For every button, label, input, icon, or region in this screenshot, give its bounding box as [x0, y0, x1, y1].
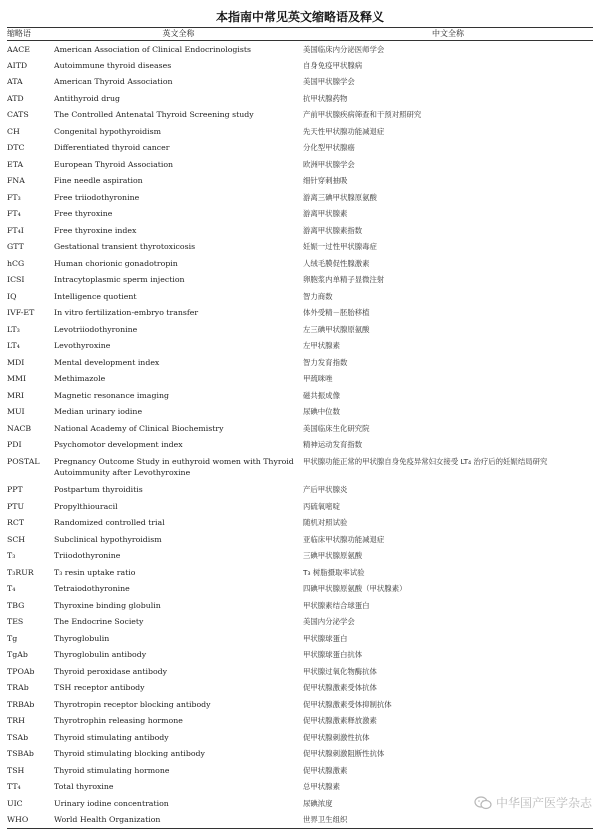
- english-cell: National Academy of Clinical Biochemistry: [54, 423, 224, 433]
- chinese-cell: 分化型甲状腺癌: [303, 143, 355, 153]
- chinese-cell: 甲状腺球蛋白抗体: [303, 650, 363, 660]
- table-row: [7, 548, 593, 565]
- watermark-text: 中华国产医学杂志: [495, 796, 592, 810]
- chinese-cell: 精神运动发育指数: [303, 440, 363, 450]
- abbr-cell: GTT: [7, 242, 24, 252]
- abbr-cell: FT₃: [7, 192, 21, 202]
- chinese-cell: 欧洲甲状腺学会: [303, 159, 355, 169]
- table-row: [7, 41, 593, 58]
- abbr-cell: CATS: [7, 110, 29, 120]
- abbr-cell: PDI: [7, 440, 22, 450]
- table-row: [7, 696, 593, 713]
- abbr-cell: MUI: [7, 407, 25, 417]
- table-row: [7, 564, 593, 581]
- abbr-cell: AACE: [7, 44, 30, 54]
- chinese-cell: 左三碘甲状腺原氨酸: [303, 324, 370, 334]
- table-row: [7, 614, 593, 631]
- english-cell: Triiodothyronine: [54, 551, 121, 561]
- table-row: [7, 630, 593, 647]
- english-cell: T₃ resin uptake ratio: [54, 567, 136, 577]
- table-row: [7, 680, 593, 697]
- chinese-cell: 随机对照试验: [303, 518, 348, 528]
- chinese-cell: 磁共振成像: [303, 390, 340, 400]
- english-cell: Propylthiouracil: [54, 501, 118, 511]
- table-row: [7, 420, 593, 437]
- table-row: [7, 272, 593, 289]
- english-cell: Free thyroxine index: [54, 225, 137, 235]
- english-cell: Thyroid stimulating hormone: [54, 765, 170, 775]
- english-cell: Intracytoplasmic sperm injection: [54, 275, 185, 285]
- english-cell: Mental development index: [54, 357, 160, 367]
- abbr-cell: ATA: [7, 77, 23, 87]
- chinese-cell: 三碘甲状腺原氨酸: [303, 551, 363, 561]
- english-cell: World Health Organization: [54, 812, 303, 829]
- table-row: [7, 404, 593, 421]
- abbr-cell: DTC: [7, 143, 25, 153]
- english-cell: Intelligence quotient: [54, 291, 137, 301]
- english-cell: Autoimmune thyroid diseases: [54, 60, 172, 70]
- table-row: [7, 255, 593, 272]
- english-cell: Psychomotor development index: [54, 440, 183, 450]
- table-row: [7, 57, 593, 74]
- chinese-cell: 促甲状腺刺激阻断性抗体: [303, 749, 385, 759]
- english-cell: In vitro fertilization-embryo transfer: [54, 308, 199, 318]
- table-row: [7, 156, 593, 173]
- abbr-cell: ETA: [7, 159, 24, 169]
- chinese-cell: 先天性甲状腺功能减退症: [303, 126, 385, 136]
- abbreviation-table: [7, 27, 593, 829]
- chinese-cell: 促甲状腺激素受体抗体: [303, 683, 377, 693]
- abbr-cell: UIC: [7, 798, 23, 808]
- abbr-cell: RCT: [7, 518, 25, 528]
- chinese-cell: 亚临床甲状腺功能减退症: [303, 534, 385, 544]
- chinese-cell: 智力商数: [303, 291, 333, 301]
- table-header-row: [7, 28, 593, 41]
- chinese-cell: 甲状腺素结合球蛋白: [303, 600, 370, 610]
- chinese-cell: T₃ 树脂摄取率试验: [303, 567, 365, 577]
- abbr-cell: TRH: [7, 716, 25, 726]
- english-cell: Thyroid peroxidase antibody: [54, 666, 168, 676]
- chinese-cell: 尿碘中位数: [303, 407, 340, 417]
- abbr-cell: hCG: [7, 258, 25, 268]
- english-cell: Free triiodothyronine: [54, 192, 140, 202]
- english-cell: Antithyroid drug: [54, 93, 120, 103]
- english-cell: American Thyroid Association: [54, 77, 173, 87]
- english-cell: Thyroglobulin: [54, 633, 110, 643]
- table-row: [7, 581, 593, 598]
- english-cell: Pregnancy Outcome Study in euthyroid women with Thyroid Autoimmunity after Levothyroxine: [54, 457, 294, 477]
- english-cell: Thyroglobulin antibody: [54, 650, 147, 660]
- table-row: [7, 107, 593, 124]
- abbr-cell: IQ: [7, 291, 17, 301]
- chinese-cell: 甲状腺功能正常的甲状腺自身免疫异常妇女接受 LT₄ 治疗后的妊娠结局研究: [303, 457, 548, 466]
- table-row: [7, 74, 593, 91]
- english-cell: Urinary iodine concentration: [54, 798, 169, 808]
- english-cell: The Endocrine Society: [54, 617, 144, 627]
- abbr-cell: FNA: [7, 176, 25, 186]
- chinese-cell: 左甲状腺素: [303, 341, 340, 351]
- english-cell: Free thyroxine: [54, 209, 113, 219]
- chinese-cell: 美国临床生化研究院: [303, 423, 370, 433]
- english-cell: American Association of Clinical Endocrinologists: [54, 44, 252, 54]
- abbr-cell: T₃RUR: [7, 567, 34, 577]
- abbr-cell: TRBAb: [7, 699, 35, 709]
- table-row: [7, 647, 593, 664]
- abbr-cell: WHO: [7, 812, 54, 829]
- english-cell: Methimazole: [54, 374, 106, 384]
- english-cell: Congenital hypothyroidism: [54, 126, 162, 136]
- abbr-cell: PPT: [7, 485, 23, 495]
- table-row: [7, 515, 593, 532]
- english-cell: Fine needle aspiration: [54, 176, 143, 186]
- abbr-cell: TgAb: [7, 650, 28, 660]
- table-row: [7, 288, 593, 305]
- chinese-cell: 妊娠一过性甲状腺毒症: [303, 242, 377, 252]
- table-row: [7, 498, 593, 515]
- chinese-cell: 细针穿刺抽吸: [303, 176, 348, 186]
- page-title: 本指南中常见英文缩略语及释义: [215, 10, 384, 24]
- table-row: [7, 222, 593, 239]
- chinese-cell: 游离三碘甲状腺原氨酸: [303, 192, 377, 202]
- chinese-cell: 美国临床内分泌医师学会: [303, 44, 385, 54]
- table-row: [7, 321, 593, 338]
- english-cell: Median urinary iodine: [54, 407, 143, 417]
- table-row: [7, 354, 593, 371]
- table-row: [7, 123, 593, 140]
- abbr-cell: FT₄I: [7, 225, 24, 235]
- table-row: [7, 597, 593, 614]
- table-row: [7, 189, 593, 206]
- chinese-cell: 世界卫生组织: [303, 812, 593, 829]
- chinese-cell: 四碘甲状腺原氨酸（甲状腺素）: [303, 584, 407, 594]
- chinese-cell: 促甲状腺激素受体抑制抗体: [303, 699, 392, 709]
- abbr-cell: IVF-ET: [7, 308, 35, 318]
- abbr-cell: ATD: [7, 93, 24, 103]
- english-cell: Thyrotropin receptor blocking antibody: [54, 699, 211, 709]
- english-cell: Differentiated thyroid cancer: [54, 143, 170, 153]
- chinese-cell: 总甲状腺素: [303, 782, 340, 792]
- abbr-cell: CH: [7, 126, 20, 136]
- abbr-cell: NACB: [7, 423, 32, 433]
- abbr-cell: T₃: [7, 551, 16, 561]
- english-cell: The Controlled Antenatal Thyroid Screening study: [54, 110, 254, 120]
- abbr-cell: FT₄: [7, 209, 21, 219]
- abbr-cell: PTU: [7, 501, 25, 511]
- english-cell: Magnetic resonance imaging: [54, 390, 169, 400]
- chinese-cell: 游离甲状腺素: [303, 209, 348, 219]
- english-cell: Postpartum thyroiditis: [54, 485, 143, 495]
- chinese-cell: 智力发育指数: [303, 357, 348, 367]
- chinese-cell: 促甲状腺激素: [303, 765, 348, 775]
- english-cell: TSH receptor antibody: [54, 683, 145, 693]
- table-row: [7, 371, 593, 388]
- chinese-cell: 产前甲状腺疾病筛查和干预对照研究: [303, 110, 422, 120]
- chinese-cell: 甲状腺球蛋白: [303, 633, 348, 643]
- english-cell: Human chorionic gonadotropin: [54, 258, 178, 268]
- abbr-cell: T₄: [7, 584, 16, 594]
- abbr-cell: SCH: [7, 534, 26, 544]
- chinese-cell: 丙硫氧嘧啶: [303, 501, 340, 511]
- abbr-cell: LT₄: [7, 341, 20, 351]
- chinese-cell: 游离甲状腺素指数: [303, 225, 363, 235]
- chinese-cell: 促甲状腺激素释放激素: [303, 716, 377, 726]
- table-row: [7, 713, 593, 730]
- header-english: 英文全称: [54, 28, 303, 41]
- english-cell: Thyrotrophin releasing hormone: [54, 716, 183, 726]
- table-row: [7, 663, 593, 680]
- english-cell: Levothyroxine: [54, 341, 111, 351]
- abbr-cell: LT₃: [7, 324, 20, 334]
- table-row: [7, 812, 593, 829]
- header-abbr: 缩略语: [7, 28, 54, 41]
- abbr-cell: MDI: [7, 357, 25, 367]
- chinese-cell: 产后甲状腺炎: [303, 485, 348, 495]
- table-row: [7, 173, 593, 190]
- english-cell: Subclinical hypothyroidism: [54, 534, 162, 544]
- abbr-cell: TRAb: [7, 683, 29, 693]
- abbr-cell: AITD: [7, 60, 28, 70]
- chinese-cell: 甲状腺过氧化物酶抗体: [303, 666, 377, 676]
- english-cell: Randomized controlled trial: [54, 518, 165, 528]
- chinese-cell: 人绒毛膜促性腺激素: [303, 258, 370, 268]
- abbr-cell: ICSI: [7, 275, 25, 285]
- chinese-cell: 甲巯咪唑: [303, 374, 333, 384]
- header-chinese: 中文全称: [303, 28, 593, 41]
- table-row: [7, 206, 593, 223]
- chinese-cell: 抗甲状腺药物: [303, 93, 348, 103]
- abbr-cell: TBG: [7, 600, 25, 610]
- chinese-cell: 美国甲状腺学会: [303, 77, 355, 87]
- abbr-cell: TSAb: [7, 732, 29, 742]
- table-row: [7, 90, 593, 107]
- english-cell: Thyroid stimulating blocking antibody: [54, 749, 205, 759]
- table-row: [7, 387, 593, 404]
- english-cell: Thyroxine binding globulin: [54, 600, 161, 610]
- chinese-cell: 体外受精－胚胎移植: [303, 308, 370, 318]
- abbr-cell: MMI: [7, 374, 27, 384]
- english-cell: Levotriiodothyronine: [54, 324, 138, 334]
- abbr-cell: TPOAb: [7, 666, 35, 676]
- table-row: [7, 453, 593, 482]
- abbr-cell: TES: [7, 617, 24, 627]
- english-cell: Tetraiodothyronine: [54, 584, 130, 594]
- watermark: [474, 794, 592, 811]
- table-row: [7, 482, 593, 499]
- english-cell: Gestational transient thyrotoxicosis: [54, 242, 196, 252]
- table-row: [7, 437, 593, 454]
- abbr-cell: POSTAL: [7, 457, 40, 466]
- table-row: [7, 239, 593, 256]
- chinese-cell: 促甲状腺刺激性抗体: [303, 732, 370, 742]
- english-cell: Thyroid stimulating antibody: [54, 732, 169, 742]
- english-cell: Total thyroxine: [54, 782, 114, 792]
- table-row: [7, 746, 593, 763]
- table-row: [7, 729, 593, 746]
- chinese-cell: 自身免疫甲状腺病: [303, 60, 363, 70]
- abbr-cell: TSH: [7, 765, 25, 775]
- table-row: [7, 305, 593, 322]
- table-row: [7, 779, 593, 796]
- table-row: [7, 531, 593, 548]
- abbr-cell: TSBAb: [7, 749, 34, 759]
- table-row: [7, 762, 593, 779]
- abbr-cell: TT₄: [7, 782, 21, 792]
- wechat-icon: [474, 796, 492, 810]
- table-row: [7, 338, 593, 355]
- chinese-cell: 卵胞浆内单精子显微注射: [303, 275, 385, 285]
- english-cell: European Thyroid Association: [54, 159, 174, 169]
- chinese-cell: 美国内分泌学会: [303, 617, 355, 627]
- chinese-cell: 尿碘浓度: [303, 798, 333, 808]
- table-row: [7, 140, 593, 157]
- abbr-cell: Tg: [7, 633, 18, 643]
- abbr-cell: MRI: [7, 390, 24, 400]
